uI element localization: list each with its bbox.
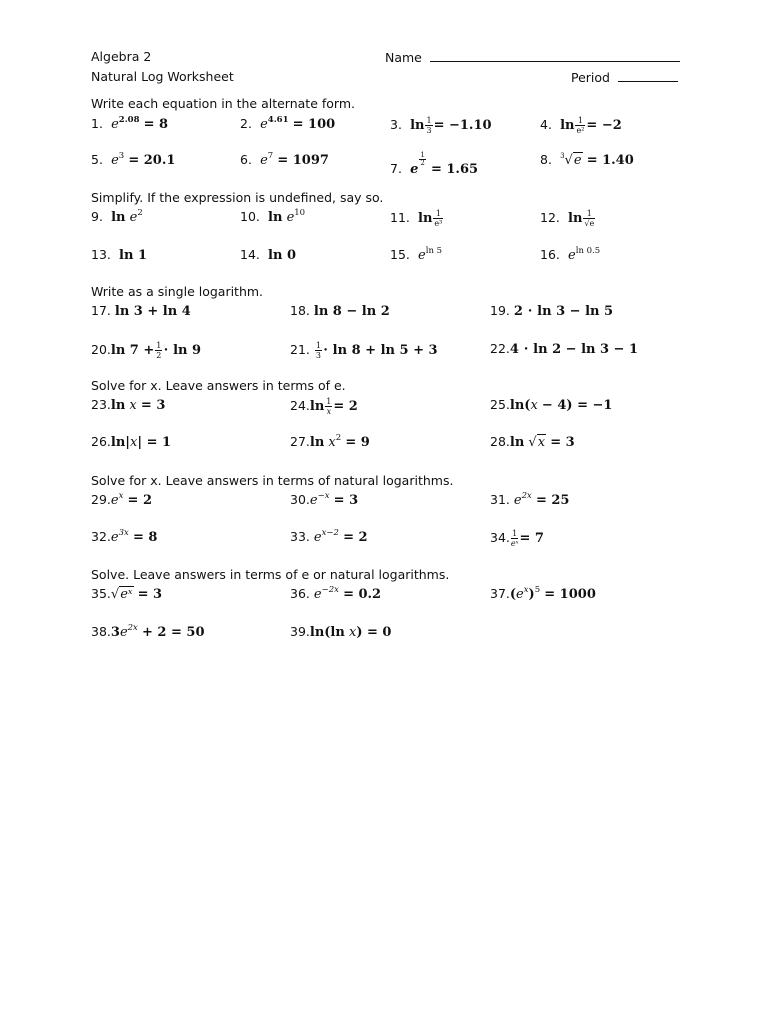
problem-3: 3. ln $\frac{1}{3}$ = −1.10 — [390, 116, 492, 135]
name-label: Name — [385, 50, 422, 65]
section-instruction: Solve for x. Leave answers in terms of e. — [91, 378, 346, 393]
problem-14: 14. ln 0 — [240, 247, 296, 263]
section-instruction: Simplify. If the expression is undefined, say so. — [91, 190, 384, 205]
problem-30: $30.e^{-x} = 3$ — [290, 491, 359, 508]
problem-29: $29.e^x = 2$ — [91, 491, 152, 508]
problem-34: 34. $\frac{1}{\text{eˣ}}= 7$ — [490, 529, 544, 548]
problem-2: 2. $e^{4.61} = 100$ — [240, 115, 336, 132]
section-instruction: Solve. Leave answers in terms of e or natural logarithms. — [91, 567, 450, 582]
problem-9: 9. $\ln e^2$ — [91, 208, 143, 225]
period-field[interactable] — [571, 69, 678, 85]
problem-7: 7. e $\frac{1}{2}$ = 1.65 — [390, 151, 479, 177]
name-field[interactable] — [385, 49, 680, 65]
section-instruction: Write as a single logarithm. — [91, 284, 264, 299]
problem-39: 39.ln(ln x) = 0 — [290, 624, 392, 640]
problem-11: 11. ln $\frac{1}{\text{e³}}$ — [390, 209, 443, 228]
course-label: Algebra 2 — [91, 49, 152, 64]
problem-20: 20.ln 7 + $\frac{1}{2}$ ⋅ ln 9 — [91, 341, 202, 360]
problem-36: 36. $e^{-2x} = 0.2$ — [290, 585, 382, 602]
period-blank[interactable] — [618, 69, 678, 82]
problem-23: 23.ln x = 3 — [91, 397, 166, 413]
problem-24: 24.ln $\frac{1}{x}= 2$ — [290, 397, 358, 416]
problem-10: 10. $\ln e^{10}$ — [240, 208, 306, 225]
problem-18: 18. ln 8 − ln 2 — [290, 303, 390, 319]
section-instruction: Solve for x. Leave answers in terms of natural logarithms. — [91, 473, 454, 488]
problem-32: $32.e^{3x} = 8$ — [91, 528, 158, 545]
problem-15: 15. $e^{ln 5}$ — [390, 246, 443, 263]
problem-19: 19. 2 ⋅ ln 3 − ln 5 — [490, 303, 614, 319]
name-blank[interactable] — [430, 49, 680, 62]
problem-4: 4. ln $\frac{1}{\text{e²}}$ = −2 — [540, 116, 622, 135]
section-instruction: Write each equation in the alternate form. — [91, 96, 355, 111]
problem-25: 25.ln(x − 4) = −1 — [490, 397, 613, 413]
problem-28: 28.ln √x = 3 — [490, 434, 575, 450]
problem-13: 13. ln 1 — [91, 247, 147, 263]
problem-6: 6. $e^7 = 1097$ — [240, 151, 329, 168]
problem-17: 17. ln 3 + ln 4 — [91, 303, 191, 319]
problem-5: 5. $e^3 = 20.1$ — [91, 151, 176, 168]
problem-16: 16. $e^{ln 0.5}$ — [540, 246, 601, 263]
problem-38: $38.3e^{2x} + 2 = 50$ — [91, 623, 205, 640]
problem-21: 21. $\frac{1}{3}$ ⋅ ln 8 + ln 5 + 3 — [290, 341, 438, 360]
problem-27: 27.ln $x^2 = 9$ — [290, 433, 370, 450]
worksheet-title: Natural Log Worksheet — [91, 69, 234, 84]
problem-31: 31. $e^{2x} = 25$ — [490, 491, 570, 508]
problem-8: 8. $^3$√e = 1.40 — [540, 152, 634, 168]
problem-22: 22.4 ⋅ ln 2 − ln 3 − 1 — [490, 341, 639, 357]
problem-1: 1. $e^{2.08} = 8$ — [91, 115, 169, 132]
problem-35: 35.√eˣ = 3 — [91, 586, 163, 602]
period-label: Period — [571, 70, 610, 85]
problem-26: 26.ln|x| = 1 — [91, 434, 172, 450]
problem-37: $37.(e^x)^5 = 1000$ — [490, 585, 596, 602]
problem-12: 12. ln $\frac{1}{√e}$ — [540, 209, 595, 228]
problem-33: 33. $e^{x-2} = 2$ — [290, 528, 368, 545]
